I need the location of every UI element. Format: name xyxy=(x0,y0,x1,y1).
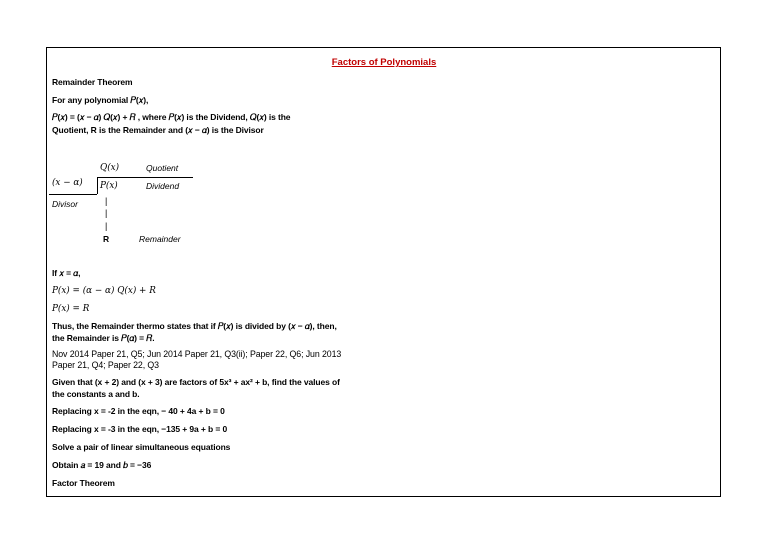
division-identity-cont: Quotient, R is the Remainder and (𝑥 − 𝛼) is the Divisor xyxy=(52,125,264,135)
quotient-label: Quotient xyxy=(146,163,179,173)
page-title: Factors of Polynomials xyxy=(331,57,437,68)
quotient-expression: 𝑄(𝑥) xyxy=(100,163,120,173)
remainder-theorem-heading: Remainder Theorem xyxy=(52,77,133,87)
theorem-statement: Thus, the Remainder thermo states that if 𝑃(𝑥) is divided by (𝑥 − 𝛼), then, xyxy=(52,321,337,331)
division-bracket xyxy=(97,177,98,194)
problem-statement-cont: the constants a and b. xyxy=(52,389,140,399)
factor-theorem-heading: Factor Theorem xyxy=(52,478,115,488)
replacement-step-2: Replacing x = -3 in the eqn, −135 + 9a + b = 0 xyxy=(52,424,228,434)
answer-line: Obtain 𝑎 = 19 and 𝑏 = −36 xyxy=(52,460,152,470)
substitution-line: If 𝑥 = 𝛼, xyxy=(52,268,81,278)
division-bar xyxy=(97,177,193,178)
division-identity: 𝑃(𝑥) = (𝑥 − 𝛼) 𝑄(𝑥) + 𝑅 , where 𝑃(𝑥) is the Dividend, 𝑄(𝑥) is the xyxy=(52,112,291,122)
remainder-symbol: R xyxy=(103,234,110,244)
equation-1: 𝑃(𝑥) = (𝛼 − 𝛼) 𝑄(𝑥) + 𝑅 xyxy=(52,286,156,296)
divisor-label: Divisor xyxy=(52,199,78,209)
remainder-label: Remainder xyxy=(139,234,181,244)
solve-step: Solve a pair of linear simultaneous equations xyxy=(52,442,231,452)
dividend-label: Dividend xyxy=(146,181,180,191)
exam-references: Nov 2014 Paper 21, Q5; Jun 2014 Paper 21, Q3(ii); Paper 22, Q6; Jun 2013 xyxy=(52,349,342,359)
problem-statement: Given that (x + 2) and (x + 3) are factors of 5x³ + ax² + b, find the values of xyxy=(52,377,340,387)
divisor-underline xyxy=(49,194,97,195)
replacement-step-1: Replacing x = -2 in the eqn, − 40 + 4a + b = 0 xyxy=(52,406,225,416)
exam-references-cont: Paper 21, Q4; Paper 22, Q3 xyxy=(52,360,159,370)
polynomial-intro: For any polynomial 𝑃(𝑥), xyxy=(52,95,149,105)
remainder-bar-3: | xyxy=(105,221,108,231)
remainder-bar-2: | xyxy=(105,208,108,218)
dividend-expression: 𝑃(𝑥) xyxy=(100,181,118,191)
theorem-statement-cont: the Remainder is 𝑃(𝛼) = 𝑅. xyxy=(52,333,155,343)
equation-2: 𝑃(𝑥) = 𝑅 xyxy=(52,304,90,314)
remainder-bar-1: | xyxy=(105,196,108,206)
divisor-expression: (𝑥 − 𝛼) xyxy=(52,178,83,188)
